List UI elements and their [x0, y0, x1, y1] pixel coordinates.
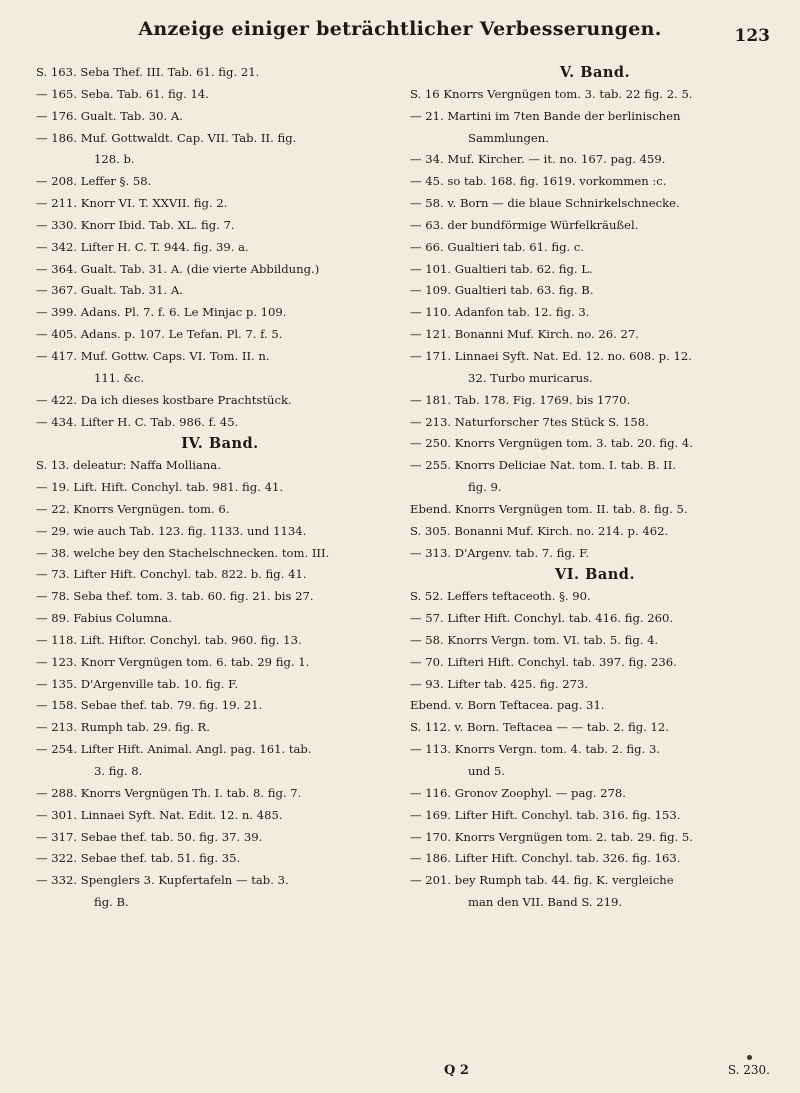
entry-line: — 57. Lifter Hift. Conchyl. tab. 416. fig. 260. [410, 611, 674, 626]
entry-line: — 78. Seba thef. tom. 3. tab. 60. fig. 21. bis 27. [36, 589, 314, 604]
entry-line: — 121. Bonanni Muf. Kirch. no. 26. 27. [410, 327, 639, 342]
entry-line: — 434. Lifter H. C. Tab. 986. f. 45. [36, 414, 239, 429]
page-header [0, 14, 800, 54]
entry-line: — 116. Gronov Zoophyl. — pag. 278. [410, 785, 626, 800]
entry-line: — 89. Fabius Columna. [36, 611, 172, 626]
entry-continuation: 128. b. [94, 152, 135, 167]
signature-mark: Q 2 [444, 1063, 469, 1078]
entry-line: — 399. Adans. Pl. 7. f. 6. Le Minjac p. 109. [36, 305, 287, 320]
entry-line: — 213. Rumph tab. 29. fig. R. [36, 720, 210, 735]
entry-line: — 169. Lifter Hift. Conchyl. tab. 316. fig. 153. [410, 807, 681, 822]
entry-line: — 422. Da ich dieses kostbare Prachtstück. [36, 392, 292, 407]
entry-line: — 63. der bundförmige Würfelkräußel. [410, 217, 639, 232]
entry-line: — 250. Knorrs Vergnügen tom. 3. tab. 20. fig. 4. [410, 436, 693, 451]
entry-line: — 417. Muf. Gottw. Caps. VI. Tom. II. n. [36, 348, 270, 363]
entry-line: — 19. Lift. Hift. Conchyl. tab. 981. fig. 41. [36, 480, 284, 495]
entry-line: — 186. Lifter Hift. Conchyl. tab. 326. fig. 163. [410, 851, 681, 866]
entry-line: — 170. Knorrs Vergnügen tom. 2. tab. 29. fig. 5. [410, 829, 693, 844]
entry-line: Ebend. Knorrs Vergnügen tom. II. tab. 8. fig. 5. [410, 501, 688, 516]
right-column [410, 62, 780, 914]
entry-line: — 301. Linnaei Syft. Nat. Edit. 12. n. 485. [36, 807, 283, 822]
entry-line: — 342. Lifter H. C. T. 944. fig. 39. a. [36, 239, 249, 254]
page-number: 123 [734, 26, 770, 46]
left-column [36, 62, 404, 914]
entry-line: Ebend. v. Born Teftacea. pag. 31. [410, 698, 605, 713]
entry-line: — 58. v. Born — die blaue Schnirkelschnecke. [410, 196, 680, 211]
entry-line: — 70. Lifteri Hift. Conchyl. tab. 397. fig. 236. [410, 654, 677, 669]
entry-line: — 176. Gualt. Tab. 30. A. [36, 108, 183, 123]
entry-line: — 93. Lifter tab. 425. fig. 273. [410, 676, 589, 691]
entry-line: — 181. Tab. 178. Fig. 1769. bis 1770. [410, 392, 631, 407]
entry-continuation: und 5. [468, 764, 506, 778]
entry-line: — 73. Lifter Hift. Conchyl. tab. 822. b. fig. 41. [36, 567, 307, 582]
entry-line: — 45. so tab. 168. fig. 1619. vorkommen :c. [410, 174, 667, 189]
entry-line: — 317. Sebae thef. tab. 50. fig. 37. 39. [36, 829, 263, 844]
entry-line: — 405. Adans. p. 107. Le Tefan. Pl. 7. f. 5. [36, 327, 283, 342]
entry-line: — 254. Lifter Hift. Animal. Angl. pag. 161. tab. [36, 742, 312, 757]
ink-speck [747, 1055, 752, 1060]
volume-heading: VI. Band. [554, 566, 635, 584]
entry-line: — 22. Knorrs Vergnügen. tom. 6. [36, 501, 230, 516]
catchword: S. 230. [727, 1063, 770, 1077]
entry-line: — 171. Linnaei Syft. Nat. Ed. 12. no. 608. p. 12. [410, 348, 692, 363]
entry-line: — 38. welche bey den Stachelschnecken. tom. III. [36, 545, 330, 560]
entry-line: S. 52. Leffers teftaceoth. §. 90. [410, 589, 591, 604]
entry-line: — 186. Muf. Gottwaldt. Cap. VII. Tab. II. fig. [36, 130, 297, 145]
entry-continuation: 32. Turbo muricarus. [468, 370, 593, 385]
entry-line: — 367. Gualt. Tab. 31. A. [36, 283, 183, 298]
entry-line: S. 305. Bonanni Muf. Kirch. no. 214. p. 462. [410, 523, 669, 538]
entry-line: — 34. Muf. Kircher. — it. no. 167. pag. 459. [410, 152, 666, 167]
entry-continuation: Sammlungen. [468, 130, 549, 145]
entry-line: — 165. Seba. Tab. 61. fig. 14. [36, 86, 209, 101]
entry-line: — 123. Knorr Vergnügen tom. 6. tab. 29 fig. 1. [36, 654, 310, 669]
entry-line: — 158. Sebae thef. tab. 79. fig. 19. 21. [36, 698, 263, 713]
entry-line: — 118. Lift. Hiftor. Conchyl. tab. 960. fig. 13. [36, 632, 302, 647]
entry-line: — 213. Naturforscher 7tes Stück S. 158. [410, 414, 649, 429]
entry-line: — 364. Gualt. Tab. 31. A. (die vierte Abbildung.) [36, 261, 320, 276]
entry-line: — 332. Spenglers 3. Kupfertafeln — tab. 3. [36, 873, 289, 888]
entry-continuation: fig. 9. [468, 480, 502, 495]
entry-line: — 313. D'Argenv. tab. 7. fig. F. [410, 545, 590, 560]
page-footer [410, 1063, 780, 1083]
entry-line: — 29. wie auch Tab. 123. fig. 1133. und 1134. [36, 523, 307, 538]
entry-line: — 109. Gualtieri tab. 63. fig. B. [410, 283, 594, 298]
entry-line: — 288. Knorrs Vergnügen Th. I. tab. 8. fig. 7. [36, 785, 302, 800]
entry-line: S. 13. deleatur: Naffa Molliana. [36, 458, 221, 473]
entry-continuation: fig. B. [94, 895, 129, 910]
volume-heading: V. Band. [559, 64, 631, 81]
entry-line: — 101. Gualtieri tab. 62. fig. L. [410, 261, 593, 276]
entry-line: — 113. Knorrs Vergn. tom. 4. tab. 2. fig. 3. [410, 742, 661, 757]
entry-line: — 201. bey Rumph tab. 44. fig. K. vergleiche [410, 873, 674, 888]
entry-line: — 208. Leffer §. 58. [36, 174, 152, 189]
running-title: Anzeige einiger beträchtlicher Verbesserungen. [138, 18, 662, 40]
entry-line: — 66. Gualtieri tab. 61. fig. c. [410, 239, 585, 254]
entry-line: — 21. Martini im 7ten Bande der berlinischen [410, 108, 681, 123]
entry-line: S. 16 Knorrs Vergnügen tom. 3. tab. 22 fig. 2. 5. [410, 86, 693, 101]
entry-line: S. 163. Seba Thef. III. Tab. 61. fig. 21. [36, 65, 260, 79]
entry-line: — 330. Knorr Ibid. Tab. XL. fig. 7. [36, 217, 235, 232]
entry-line: — 322. Sebae thef. tab. 51. fig. 35. [36, 851, 241, 866]
entry-line: S. 112. v. Born. Teftacea — — tab. 2. fig. 12. [410, 720, 669, 735]
volume-heading: IV. Band. [181, 435, 259, 453]
entry-line: — 211. Knorr VI. T. XXVII. fig. 2. [36, 196, 228, 211]
entry-line: — 110. Adanfon tab. 12. fig. 3. [410, 305, 590, 320]
entry-continuation: 3. fig. 8. [94, 764, 143, 778]
entry-line: — 255. Knorrs Deliciae Nat. tom. I. tab. B. II. [410, 458, 676, 473]
entry-continuation: man den VII. Band S. 219. [468, 895, 623, 910]
entry-line: — 58. Knorrs Vergn. tom. VI. tab. 5. fig. 4. [410, 632, 659, 647]
entry-continuation: 111. &c. [94, 370, 144, 385]
entry-line: — 135. D'Argenville tab. 10. fig. F. [36, 676, 239, 691]
